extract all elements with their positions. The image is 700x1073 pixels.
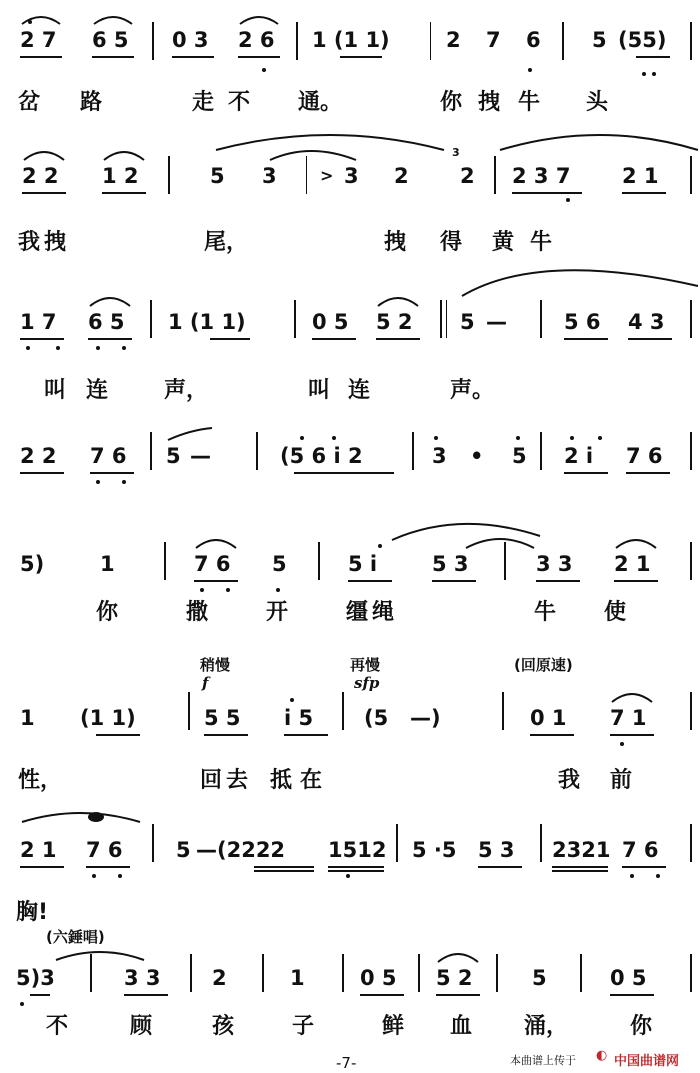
dynamic-mark: f [202, 674, 209, 692]
slur [216, 135, 444, 150]
octave-dot [226, 588, 230, 592]
note-group: 6 5 [92, 28, 129, 52]
octave-dot [56, 346, 60, 350]
underline [360, 994, 404, 996]
barline [540, 432, 542, 470]
dash: — [190, 444, 211, 468]
slur [500, 135, 698, 150]
tempo-mark: 稍慢 [200, 656, 231, 674]
lyric: 前 [610, 768, 633, 793]
lyric: 鲜 [382, 1014, 405, 1039]
slur [94, 17, 132, 24]
octave-dot [118, 874, 122, 878]
barline [262, 954, 264, 992]
slur [616, 540, 656, 548]
barline [690, 824, 692, 862]
underline [512, 192, 582, 194]
underline [194, 580, 238, 582]
barline [690, 22, 692, 60]
note-group: 1 (1 1) [312, 28, 390, 52]
barline [168, 156, 170, 194]
barline [690, 156, 692, 194]
underline [92, 56, 134, 58]
lyric: 声。 [450, 378, 495, 403]
score-row-8 [0, 966, 700, 1006]
octave-dot [332, 436, 336, 440]
note: 1 [290, 966, 305, 990]
lyric: 拽 [44, 230, 67, 255]
underline [610, 734, 654, 736]
underline [340, 56, 382, 58]
lyric: 通。 [298, 90, 343, 115]
barline-dashed [306, 156, 307, 194]
underline [294, 472, 394, 474]
octave-dot [122, 480, 126, 484]
underline [376, 338, 420, 340]
lyric: 叫 [44, 378, 67, 403]
lyric: 性， [18, 768, 63, 793]
note: 5 [176, 838, 191, 862]
underline [348, 580, 392, 582]
underline [20, 56, 62, 58]
underline [436, 994, 480, 996]
note-group: 5 6 [564, 310, 601, 334]
note-group: 7 6 [90, 444, 127, 468]
lyric: 我 [558, 768, 581, 793]
slur [240, 17, 278, 24]
lyric: 回 [200, 768, 223, 793]
lyric: 牛 [534, 600, 557, 625]
octave-dot [96, 480, 100, 484]
note: 5 [460, 310, 475, 334]
lyric: 路 [80, 90, 103, 115]
octave-dot [290, 698, 294, 702]
note-group: 2 7 [20, 28, 57, 52]
barline [690, 300, 692, 338]
underline [622, 866, 666, 868]
note-group: 0 1 [530, 706, 567, 730]
barline [690, 692, 692, 730]
underline [30, 994, 50, 996]
note-group: 1512 [328, 838, 387, 862]
note-group: 0 5 [610, 966, 647, 990]
lyric: 开 [266, 600, 289, 625]
tempo-mark: (回原速) [514, 656, 573, 674]
barline [396, 824, 398, 862]
barline [502, 692, 504, 730]
octave-dot [516, 436, 520, 440]
barline [188, 692, 190, 730]
barline [150, 432, 152, 470]
note: 2 [460, 164, 475, 188]
note: 5) [20, 552, 45, 576]
underline [328, 866, 384, 868]
octave-dot [434, 436, 438, 440]
barline [190, 954, 192, 992]
note-group: 7 6 [626, 444, 663, 468]
underline [284, 734, 328, 736]
underline [124, 994, 168, 996]
octave-dot [20, 1002, 24, 1006]
octave-dot [346, 874, 350, 878]
note-group: 2 6 [238, 28, 275, 52]
note: 6 [526, 28, 541, 52]
barline [540, 824, 542, 862]
underline [204, 734, 248, 736]
note-group: 1 7 [20, 310, 57, 334]
lyric: 连 [86, 378, 109, 403]
underline [536, 580, 580, 582]
note-group: 3 3 [124, 966, 161, 990]
underline [238, 56, 280, 58]
note: 3 [432, 444, 447, 468]
performance-mark: (六錘唱) [46, 928, 105, 946]
lyric: 绳 [372, 600, 395, 625]
note-group: 2 2 [20, 444, 57, 468]
lyric: 得 [440, 230, 463, 255]
note-group: 7 6 [86, 838, 123, 862]
note: 5 [166, 444, 181, 468]
note: 2 [394, 164, 409, 188]
barline [412, 432, 414, 470]
slur [22, 813, 140, 822]
octave-dot [652, 72, 656, 76]
score-row-2 [0, 164, 700, 204]
lyric: 拽 [384, 230, 407, 255]
slur [90, 298, 130, 306]
barline [418, 954, 420, 992]
note: 5 [210, 164, 225, 188]
underline [20, 472, 64, 474]
note-group: 7 6 [622, 838, 659, 862]
underline [552, 870, 608, 872]
note-group: 5)3 [16, 966, 55, 990]
barline [494, 156, 496, 194]
lyric: 拽 [478, 90, 501, 115]
lyric: 抵 [270, 768, 293, 793]
octave-dot [620, 742, 624, 746]
note: 2 [212, 966, 227, 990]
lyric: 我 [18, 230, 41, 255]
barline [342, 692, 344, 730]
underline [610, 994, 654, 996]
lyric: 头 [586, 90, 609, 115]
barline [318, 542, 320, 580]
slur [378, 298, 418, 306]
octave-dot [276, 588, 280, 592]
note-group: 2 i [564, 444, 594, 468]
lyric: 血 [450, 1014, 473, 1039]
octave-dot [200, 588, 204, 592]
barline [496, 954, 498, 992]
slur [56, 952, 144, 960]
lyric: 牛 [518, 90, 541, 115]
note-group: 2 1 [614, 552, 651, 576]
underline [86, 866, 130, 868]
note-group: 3 3 [536, 552, 573, 576]
lyric: 不 [228, 90, 251, 115]
barline-double [446, 300, 447, 338]
slur [168, 428, 212, 440]
slur [24, 152, 64, 160]
barline [440, 300, 442, 338]
lyric: 你 [96, 600, 119, 625]
lyric: 顾 [130, 1014, 153, 1039]
lyric: 岔 [18, 90, 41, 115]
barline [540, 300, 542, 338]
lyric: 去 [226, 768, 249, 793]
note: (5 [364, 706, 389, 730]
lyric: 连 [348, 378, 371, 403]
note-group: 5 i [348, 552, 378, 576]
score-row-6 [0, 706, 700, 746]
lyric: 在 [300, 768, 323, 793]
note: 5 [512, 444, 527, 468]
underline [636, 56, 670, 58]
underline [22, 192, 66, 194]
note: 5 [272, 552, 287, 576]
note-group: i 5 [284, 706, 314, 730]
note-group: 5 2 [376, 310, 413, 334]
underline [622, 192, 666, 194]
note-group: 2 3 7 [512, 164, 571, 188]
site-logo-text: 中国曲谱网 [614, 1054, 680, 1069]
page-number: -7- [336, 1054, 357, 1072]
dash: —) [410, 706, 441, 730]
barline [690, 542, 692, 580]
note-group: 5 3 [478, 838, 515, 862]
lyric: 不 [46, 1014, 69, 1039]
underline [614, 580, 658, 582]
barline [562, 22, 564, 60]
underline [102, 192, 146, 194]
slur [196, 540, 236, 548]
barline [504, 542, 506, 580]
site-logo-icon: ◐ [596, 1048, 608, 1063]
underline [552, 866, 608, 868]
underline [530, 734, 574, 736]
note-group: 2321 [552, 838, 611, 862]
barline-dashed [430, 22, 431, 60]
note-group: 7 6 [194, 552, 231, 576]
octave-dot [528, 68, 532, 72]
lyric: 胸! [16, 900, 49, 925]
note-group: 2 1 [622, 164, 659, 188]
underline [328, 870, 384, 872]
octave-dot [378, 544, 382, 548]
underline [432, 580, 476, 582]
octave-dot [122, 346, 126, 350]
lyric: 走 [192, 90, 215, 115]
note-group: 7 1 [610, 706, 647, 730]
barline [690, 954, 692, 992]
octave-dot [642, 72, 646, 76]
barline [164, 542, 166, 580]
slur [392, 524, 540, 540]
score-row-7 [0, 838, 700, 878]
slur [466, 539, 534, 548]
lyric: 尾， [204, 230, 249, 255]
barline [690, 432, 692, 470]
note-group: 0 3 [172, 28, 209, 52]
octave-dot [566, 198, 570, 202]
barline [296, 22, 298, 60]
underline [626, 472, 670, 474]
barline [256, 432, 258, 470]
note-group: 2 1 [20, 838, 57, 862]
octave-dot [96, 346, 100, 350]
lyric: 叫 [308, 378, 331, 403]
lyric: 牛 [530, 230, 553, 255]
underline [628, 338, 672, 340]
note-group: 5 ·5 [412, 838, 457, 862]
underline [172, 56, 214, 58]
barline [152, 824, 154, 862]
note: 5 [532, 966, 547, 990]
underline [478, 866, 522, 868]
underline [564, 338, 608, 340]
score-row-3 [0, 310, 700, 350]
barline [150, 300, 152, 338]
note-group: 5 3 [432, 552, 469, 576]
octave-dot [630, 874, 634, 878]
note: 3 [344, 164, 359, 188]
note-group: (1 1) [80, 706, 136, 730]
note-group: 0 5 [360, 966, 397, 990]
barline [152, 22, 154, 60]
octave-dot [598, 436, 602, 440]
lyric: 声， [164, 378, 209, 403]
barline [342, 954, 344, 992]
note-group: 2 2 [22, 164, 59, 188]
underline [564, 472, 608, 474]
slur [270, 151, 356, 160]
note-group: 0 5 [312, 310, 349, 334]
barline [294, 300, 296, 338]
octave-dot [300, 436, 304, 440]
score-row-5 [0, 552, 700, 592]
octave-dot [262, 68, 266, 72]
slur [438, 954, 478, 962]
lyric: 你 [440, 90, 463, 115]
note: 1 [20, 706, 35, 730]
note-group: 5 2 [436, 966, 473, 990]
note-dot: • [470, 444, 484, 468]
underline [96, 734, 140, 736]
underline [20, 338, 64, 340]
underline [254, 866, 314, 868]
slur [462, 270, 698, 296]
octave-dot [570, 436, 574, 440]
note: 5 [592, 28, 607, 52]
note: 1 [100, 552, 115, 576]
barline [90, 954, 92, 992]
note: 7 [486, 28, 501, 52]
lyric: 使 [604, 600, 627, 625]
note-group: 5 5 [204, 706, 241, 730]
score-row-1 [0, 28, 700, 68]
note-group: 4 3 [628, 310, 665, 334]
note: 3 [262, 164, 277, 188]
note-group: —(2222 [196, 838, 286, 862]
octave-dot [26, 346, 30, 350]
tempo-mark: 再慢 [350, 656, 381, 674]
lyric: 孩 [212, 1014, 235, 1039]
underline [254, 870, 314, 872]
underline [20, 866, 64, 868]
lyric: 撒 [186, 600, 209, 625]
underline [210, 338, 250, 340]
octave-dot [656, 874, 660, 878]
octave-dot [92, 874, 96, 878]
note-group: (5 6 i 2 [280, 444, 363, 468]
note-group: (55) [618, 28, 667, 52]
underline [90, 472, 134, 474]
underline [88, 338, 132, 340]
note: 2 [446, 28, 461, 52]
underline [312, 338, 356, 340]
note-group: 1 (1 1) [168, 310, 246, 334]
slur [612, 694, 652, 702]
slur [104, 152, 144, 160]
score-row-4 [0, 444, 700, 484]
note-group: 1 2 [102, 164, 139, 188]
upload-credit: 本曲谱上传于 [510, 1054, 576, 1067]
barline [580, 954, 582, 992]
lyric: 黄 [492, 230, 515, 255]
octave-dot [28, 20, 32, 24]
lyric: 你 [630, 1014, 653, 1039]
dash: — [486, 310, 507, 334]
lyric: 缰 [346, 600, 369, 625]
lyric: 子 [292, 1014, 315, 1039]
dynamic-mark: sfp [354, 674, 380, 692]
note-group: 6 5 [88, 310, 125, 334]
lyric: 涌， [524, 1014, 569, 1039]
